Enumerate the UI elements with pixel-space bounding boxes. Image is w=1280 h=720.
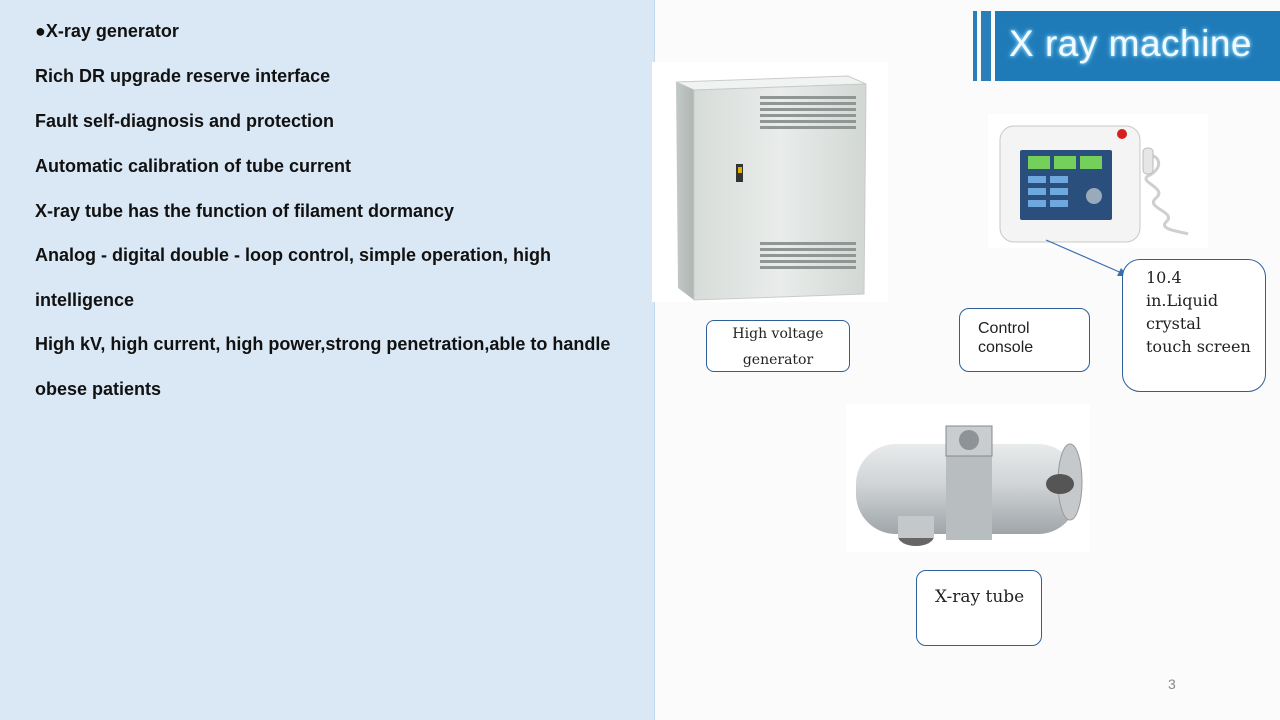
xray-tube-label: X-ray tube bbox=[916, 570, 1042, 646]
lcd-screen-label: 10.4 in.Liquid crystal touch screen bbox=[1122, 259, 1266, 392]
feature-item: High kV, high current, high power,strong penetration,able to handle obese patients bbox=[35, 334, 611, 399]
slide-title: X ray machine bbox=[1009, 23, 1252, 64]
feature-item: X-ray tube has the function of filament dormancy bbox=[35, 201, 455, 221]
high-voltage-generator-label: High voltage generator bbox=[706, 320, 850, 372]
page-number: 3 bbox=[1168, 676, 1176, 692]
feature-item: Rich DR upgrade reserve interface bbox=[35, 66, 331, 86]
feature-item: ●X-ray generator bbox=[35, 21, 179, 41]
feature-item: Fault self-diagnosis and protection bbox=[35, 111, 335, 131]
control-console-label: Control console bbox=[959, 308, 1090, 372]
feature-item: Analog - digital double - loop control, simple operation, high intelligence bbox=[35, 245, 551, 310]
feature-item: Automatic calibration of tube current bbox=[35, 156, 352, 176]
